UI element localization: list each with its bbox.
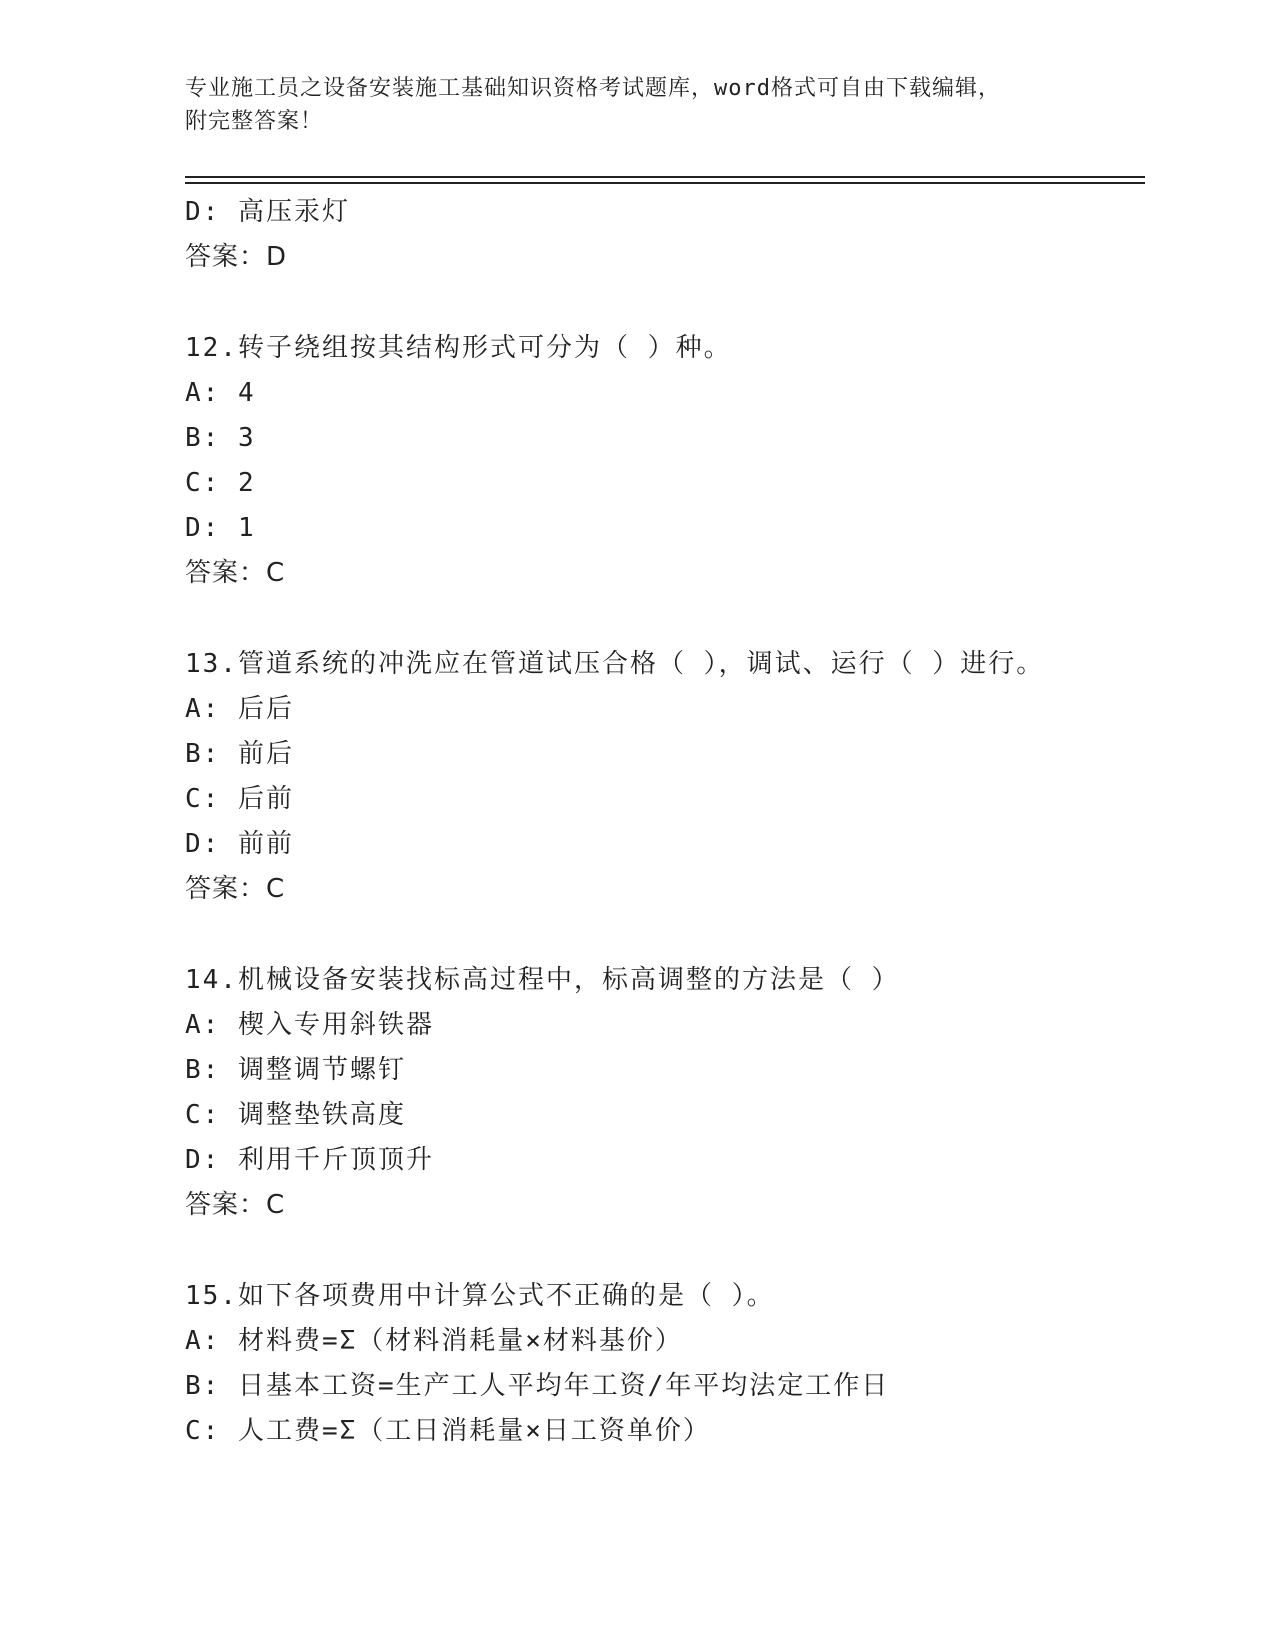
- header-line-2: 附完整答案！: [185, 109, 324, 134]
- answer-line: 答案：C: [185, 1190, 286, 1220]
- option-a: A: 材料费=Σ（材料消耗量×材料基价）: [185, 1326, 683, 1356]
- option-c: C: 2: [185, 468, 256, 498]
- answer-line: 答案：C: [185, 874, 286, 904]
- question-stem: 13.管道系统的冲洗应在管道试压合格（ ），调试、运行（ ）进行。: [185, 649, 1045, 679]
- spacer: [185, 912, 1145, 958]
- question-12: [185, 326, 1145, 596]
- question-stem: 12.转子绕组按其结构形式可分为（ ）种。: [185, 333, 732, 363]
- option-a: A: 楔入专用斜铁器: [185, 1010, 434, 1040]
- option-d: D: 利用千斤顶顶升: [185, 1145, 434, 1175]
- spacer: [185, 596, 1145, 642]
- question-stem: 15.如下各项费用中计算公式不正确的是（ ）。: [185, 1281, 775, 1311]
- option-b: B: 3: [185, 423, 256, 453]
- question-15: [185, 1274, 1145, 1454]
- header-line-1: 专业施工员之设备安装施工基础知识资格考试题库，word格式可自由下载编辑，: [185, 76, 1001, 101]
- option-b: B: 调整调节螺钉: [185, 1055, 406, 1085]
- spacer: [185, 1228, 1145, 1274]
- answer-line: 答案：D: [185, 242, 288, 272]
- option-d: D: 1: [185, 513, 256, 543]
- option-c: C: 人工费=Σ（工日消耗量×日工资单价）: [185, 1416, 711, 1446]
- answer-line: 答案：C: [185, 558, 286, 588]
- question-11-tail: [185, 190, 1145, 280]
- option-b: B: 前后: [185, 739, 294, 769]
- option-a: A: 4: [185, 378, 256, 408]
- document-header: [185, 72, 1085, 138]
- question-14: [185, 958, 1145, 1228]
- option-d: D: 前前: [185, 829, 294, 859]
- question-stem: 14.机械设备安装找标高过程中，标高调整的方法是（ ）: [185, 965, 900, 995]
- header-divider-bottom: [185, 182, 1145, 184]
- option-c: C: 后前: [185, 784, 294, 814]
- option-a: A: 后后: [185, 694, 294, 724]
- option-c: C: 调整垫铁高度: [185, 1100, 406, 1130]
- option-b: B: 日基本工资=生产工人平均年工资/年平均法定工作日: [185, 1371, 890, 1401]
- header-divider-top: [185, 176, 1145, 178]
- question-13: [185, 642, 1145, 912]
- spacer: [185, 280, 1145, 326]
- question-list: [185, 190, 1145, 1454]
- option-d: D: 高压汞灯: [185, 197, 350, 227]
